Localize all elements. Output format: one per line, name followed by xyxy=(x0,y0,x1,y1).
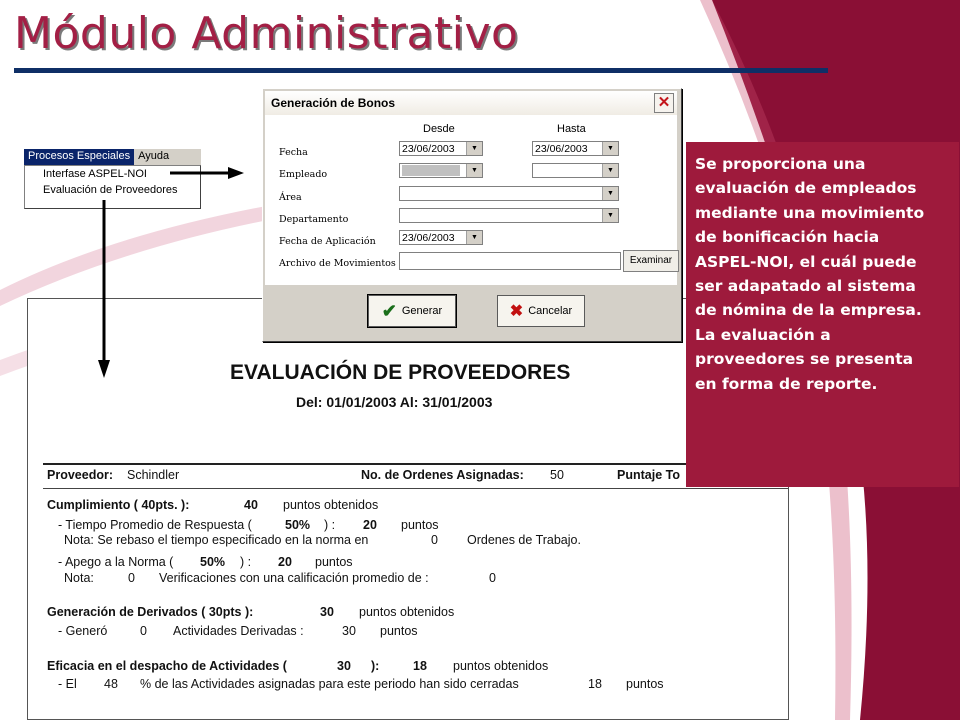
tiempo-pct: 50% xyxy=(285,518,311,532)
chevron-down-icon[interactable]: ▼ xyxy=(602,209,618,222)
dialog-footer xyxy=(265,286,677,337)
nota1-suffix: Ordenes de Trabajo. xyxy=(467,533,581,547)
derivados-line-text: Actividades Derivadas : xyxy=(173,624,304,638)
nota2-value2: 0 xyxy=(489,571,496,585)
eficacia-suffix: puntos obtenidos xyxy=(453,659,549,673)
tiempo-unit: puntos xyxy=(401,518,439,532)
cancelar-button[interactable] xyxy=(497,295,585,327)
derivados-suffix: puntos obtenidos xyxy=(359,605,455,619)
col-hasta: Hasta xyxy=(557,123,586,135)
nota1-value: 0 xyxy=(431,533,438,547)
nota1-label: Nota: Se rebaso el tiempo especificado en la norma en xyxy=(64,533,369,547)
menu-bar xyxy=(24,149,201,165)
eficacia-line-unit: puntos xyxy=(626,677,664,691)
apego-close: ) : xyxy=(240,555,252,569)
report-divider xyxy=(43,463,788,465)
fecha-aplicacion-combo[interactable] xyxy=(399,230,483,245)
empleado-desde-combo[interactable] xyxy=(399,163,483,178)
nota2-label: Nota: xyxy=(64,571,94,585)
close-icon[interactable]: ✕ xyxy=(654,93,674,113)
generar-label: Generar xyxy=(401,305,443,317)
label-fecha: Fecha xyxy=(279,147,308,158)
menu-ayuda[interactable]: Ayuda xyxy=(138,150,170,162)
fecha-desde-value: 23/06/2003 xyxy=(402,143,455,155)
derivados-header: Generación de Derivados ( 30pts ): xyxy=(47,605,254,619)
col-desde: Desde xyxy=(423,123,455,135)
title-underline xyxy=(14,68,828,73)
eficacia-line-pts: 18 xyxy=(588,677,602,691)
ordenes-label: No. de Ordenes Asignadas: xyxy=(361,468,524,482)
fecha-desde-combo[interactable] xyxy=(399,141,483,156)
slide-title: Módulo Administrativo xyxy=(14,8,519,59)
check-icon: ✔ xyxy=(381,300,397,321)
empleado-hasta-combo[interactable] xyxy=(532,163,619,178)
chevron-down-icon[interactable]: ▼ xyxy=(602,142,618,155)
nota2-value: 0 xyxy=(128,571,135,585)
tiempo-pts: 20 xyxy=(363,518,377,532)
eficacia-header: Eficacia en el despacho de Actividades ( xyxy=(47,659,287,673)
dialog-title: Generación de Bonos xyxy=(271,96,396,110)
apego-pct: 50% xyxy=(200,555,226,569)
arrow-to-report xyxy=(96,200,112,380)
area-combo[interactable] xyxy=(399,186,619,201)
callout-text: Se proporciona una evaluación de empleados mediante una movimiento de bonificación hacia ASPEL-NOI, el cuál puede ser adapatado al sistema de nómina de la empresa. La evaluación a proveedores se presenta en forma de reporte. xyxy=(695,155,925,393)
derivados-line-pts: 30 xyxy=(342,624,356,638)
label-fecha-aplicacion: Fecha de Aplicación xyxy=(279,236,376,247)
menu-item-evaluacion-proveedores[interactable]: Evaluación de Proveedores xyxy=(43,184,178,196)
ordenes-value: 50 xyxy=(550,468,564,482)
derivados-line-unit: puntos xyxy=(380,624,418,638)
report-title: EVALUACIÓN DE PROVEEDORES xyxy=(230,361,571,384)
eficacia-close: ): xyxy=(371,659,380,673)
eficacia-line-value: 48 xyxy=(104,677,118,691)
empleado-desde-selection xyxy=(402,165,460,176)
archivo-movimientos-input[interactable] xyxy=(399,252,621,270)
departamento-combo[interactable] xyxy=(399,208,619,223)
chevron-down-icon[interactable]: ▼ xyxy=(602,187,618,200)
chevron-down-icon[interactable]: ▼ xyxy=(466,164,482,177)
tiempo-close: ) : xyxy=(324,518,336,532)
dialog-body xyxy=(265,115,677,285)
eficacia-pts: 30 xyxy=(337,659,351,673)
label-area: Área xyxy=(279,192,302,203)
description-callout xyxy=(686,142,959,487)
dialog-titlebar xyxy=(265,91,677,115)
eficacia-line-text: % de las Actividades asignadas para este periodo han sido cerradas xyxy=(140,677,519,691)
fecha-aplicacion-value: 23/06/2003 xyxy=(402,232,455,244)
proveedor-label: Proveedor: xyxy=(47,468,113,482)
generacion-bonos-dialog xyxy=(262,88,682,342)
derivados-line-value: 0 xyxy=(140,624,147,638)
cancelar-label: Cancelar xyxy=(528,305,573,317)
fecha-hasta-combo[interactable] xyxy=(532,141,619,156)
menu-item-interfase-aspel-noi[interactable]: Interfase ASPEL-NOI xyxy=(43,168,147,180)
label-departamento: Departamento xyxy=(279,214,349,225)
label-archivo-movimientos: Archivo de Movimientos xyxy=(279,258,396,269)
report-panel xyxy=(27,298,789,720)
cumplimiento-value: 40 xyxy=(244,498,258,512)
eficacia-value: 18 xyxy=(413,659,427,673)
menu-procesos-especiales[interactable]: Procesos Especiales xyxy=(24,149,134,165)
tiempo-label: - Tiempo Promedio de Respuesta ( xyxy=(58,518,252,532)
nota2-text: Verificaciones con una calificación promedio de : xyxy=(159,571,429,585)
report-date-range: Del: 01/01/2003 Al: 31/01/2003 xyxy=(296,394,493,410)
chevron-down-icon[interactable]: ▼ xyxy=(466,231,482,244)
report-divider-2 xyxy=(43,488,788,489)
apego-pts: 20 xyxy=(278,555,292,569)
generar-button[interactable] xyxy=(368,295,456,327)
decorative-swoosh-1 xyxy=(0,200,300,306)
apego-label: - Apego a la Norma ( xyxy=(58,555,174,569)
chevron-down-icon[interactable]: ▼ xyxy=(466,142,482,155)
fecha-hasta-value: 23/06/2003 xyxy=(535,143,588,155)
x-icon: ✖ xyxy=(509,303,524,320)
cumplimiento-suffix: puntos obtenidos xyxy=(283,498,379,512)
eficacia-line-label: - El xyxy=(58,677,77,691)
apego-unit: puntos xyxy=(315,555,353,569)
arrow-to-dialog xyxy=(170,165,245,181)
cumplimiento-header: Cumplimiento ( 40pts. ): xyxy=(47,498,190,512)
derivados-value: 30 xyxy=(320,605,334,619)
proveedor-value: Schindler xyxy=(127,468,180,482)
derivados-line-label: - Generó xyxy=(58,624,108,638)
examinar-button[interactable]: Examinar xyxy=(623,250,679,272)
chevron-down-icon[interactable]: ▼ xyxy=(602,164,618,177)
label-empleado: Empleado xyxy=(279,169,328,180)
puntaje-label: Puntaje To xyxy=(617,468,680,482)
